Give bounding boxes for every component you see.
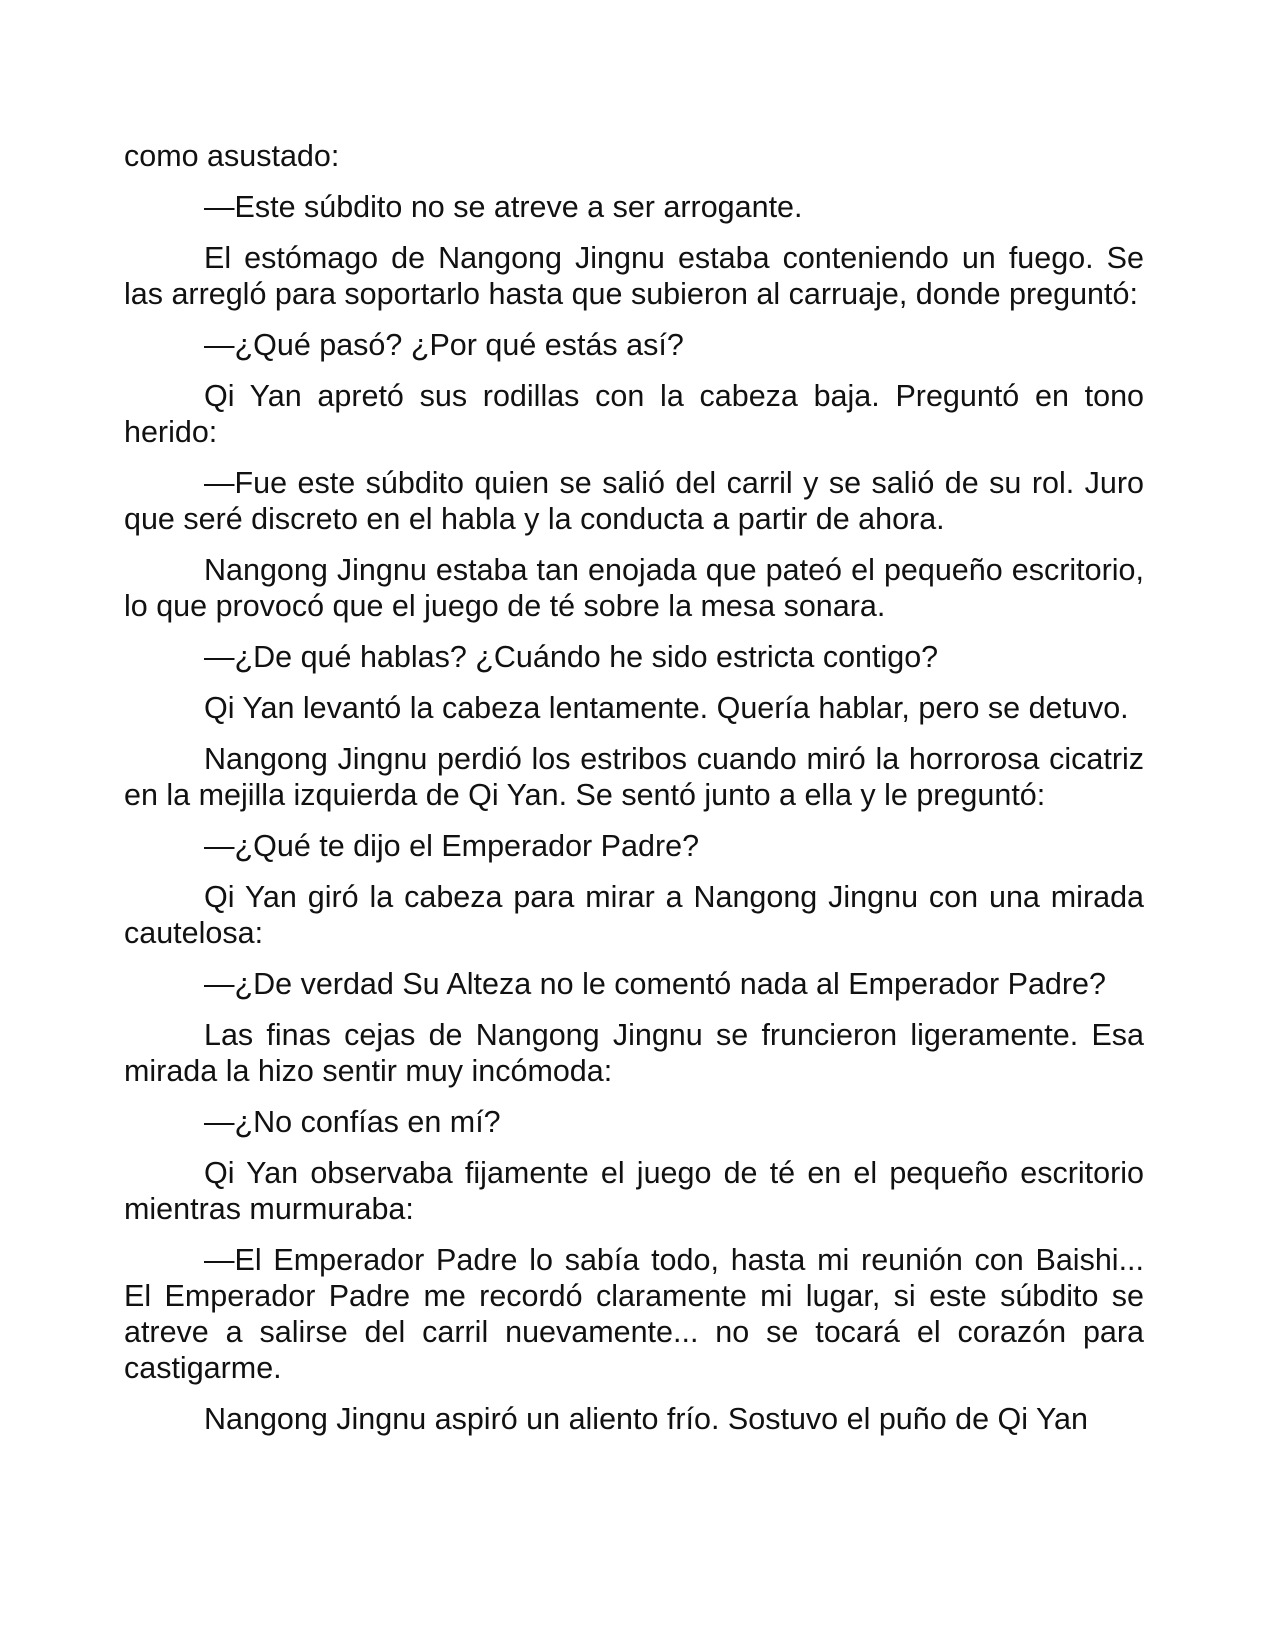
paragraph: —¿Qué pasó? ¿Por qué estás así? xyxy=(204,328,684,362)
body-text xyxy=(124,138,1144,1452)
paragraph: —¿De verdad Su Alteza no le comentó nada al Emperador Padre? xyxy=(204,967,1106,1001)
paragraph: —Este súbdito no se atreve a ser arrogante. xyxy=(204,190,803,224)
paragraph: como asustado: xyxy=(124,139,340,173)
paragraph: —El Emperador Padre lo sabía todo, hasta mi reunión con Baishi... El Emperador Padre me recordó claramente mi lugar, si este súbdito se atreve a salirse del carril nuevamente... no se tocará el corazón para castigarme. xyxy=(124,1243,1144,1385)
paragraph: —¿De qué hablas? ¿Cuándo he sido estricta contigo? xyxy=(204,640,939,674)
paragraph: Nangong Jingnu estaba tan enojada que pateó el pequeño escritorio, lo que provocó que el juego de té sobre la mesa sonara. xyxy=(124,553,1144,623)
paragraph: Qi Yan observaba fijamente el juego de té en el pequeño escritorio mientras murmuraba: xyxy=(124,1156,1144,1226)
paragraph: Nangong Jingnu perdió los estribos cuando miró la horrorosa cicatriz en la mejilla izquierda de Qi Yan. Se sentó junto a ella y le preguntó: xyxy=(124,742,1144,812)
paragraph: Las finas cejas de Nangong Jingnu se fruncieron ligeramente. Esa mirada la hizo sentir muy incómoda: xyxy=(124,1018,1144,1088)
paragraph: —¿No confías en mí? xyxy=(204,1105,501,1139)
paragraph: El estómago de Nangong Jingnu estaba conteniendo un fuego. Se las arregló para soportarlo hasta que subieron al carruaje, donde preguntó: xyxy=(124,241,1144,311)
paragraph: —¿Qué te dijo el Emperador Padre? xyxy=(204,829,700,863)
paragraph: Qi Yan levantó la cabeza lentamente. Quería hablar, pero se detuvo. xyxy=(204,691,1129,725)
paragraph: Qi Yan giró la cabeza para mirar a Nangong Jingnu con una mirada cautelosa: xyxy=(124,880,1144,950)
paragraph: Nangong Jingnu aspiró un aliento frío. Sostuvo el puño de Qi Yan xyxy=(204,1402,1088,1436)
paragraph: —Fue este súbdito quien se salió del carril y se salió de su rol. Juro que seré discreto en el habla y la conducta a partir de ahora. xyxy=(124,466,1144,536)
paragraph: Qi Yan apretó sus rodillas con la cabeza baja. Preguntó en tono herido: xyxy=(124,379,1144,449)
